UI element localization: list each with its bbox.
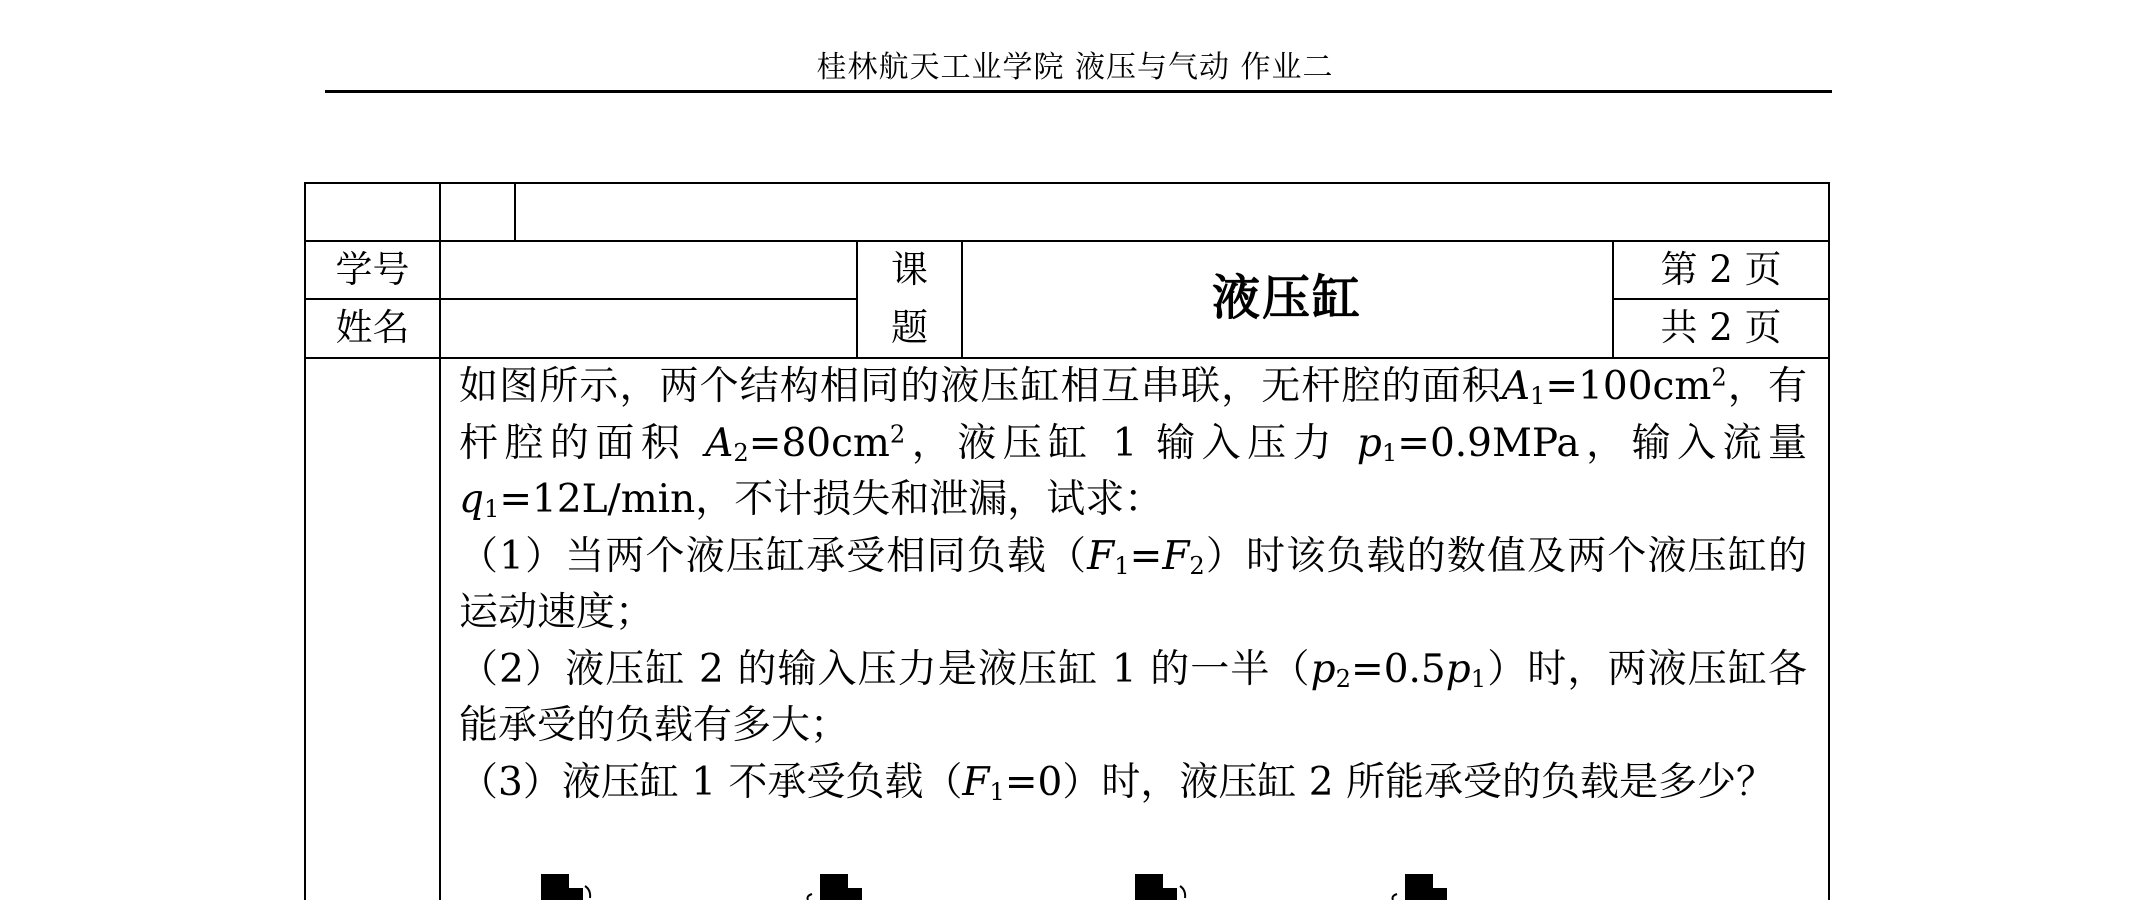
q3-text-1: （3）液压缸 1 不承受负载（ [459,759,963,805]
intro-text-7: =12L/min，不计损失和泄漏，试求： [499,477,1164,522]
cylinder-2-piston-rod [1135,874,1185,900]
page-header-title: 桂林航天工业学院 液压与气动 作业二 [816,50,1334,85]
q1-sub-2: 2 [1189,551,1205,580]
page-current: 第 2 页 [1660,248,1782,291]
q1-text-3: ）时该负载的数值及两个液压缸的运动速度； [459,533,1807,635]
question-1 [459,529,1807,642]
problem-statement [459,359,1807,811]
var-f1: F [1087,533,1115,579]
topic-label-char-1: 课 [891,248,928,291]
q1-text-2: = [1129,533,1163,579]
intro-text-2: =100cm [1545,364,1712,409]
q2-sub-1: 2 [1335,664,1352,693]
q3-text-2: =0）时，液压缸 2 所能承受的负载是多少？ [1004,759,1775,805]
var-a2: A [705,420,734,466]
topic-label-char-2: 题 [891,306,928,349]
sup-2: 2 [1711,363,1727,392]
student-id-label: 学号 [335,248,410,291]
intro-text-4: =80cm [748,420,890,466]
sub-4: 1 [483,494,500,523]
var-p1: p [1356,420,1382,466]
var-p1-b: p [1445,646,1471,692]
sup-2b: 2 [889,420,906,449]
cylinder-1-port [808,874,863,900]
cylinder-1-piston-rod [541,874,590,900]
top-small-cell-divider [514,182,516,241]
student-id-field[interactable] [441,242,856,298]
q2-text-2: =0.5 [1351,646,1446,692]
q3-sub-1: 1 [989,777,1005,806]
sub-1: 1 [1530,381,1546,410]
var-q1: q [459,477,484,522]
table-border-right [1828,182,1830,900]
q2-sub-2: 1 [1470,664,1487,693]
sub-2: 2 [733,438,749,467]
var-f1-b: F [962,759,990,805]
intro-text-5: ，液压缸 1 输入压力 [905,420,1357,466]
problem-intro [459,359,1807,529]
q1-sub-1: 1 [1114,551,1130,580]
student-name-field[interactable] [441,300,856,356]
cylinder-2-port [1393,874,1448,900]
intro-text-1: 如图所示，两个结构相同的液压缸相互串联，无杆腔的面积 [459,364,1502,409]
var-a1: A [1501,364,1531,409]
student-name-label: 姓名 [335,306,410,349]
question-3 [459,755,1807,812]
hydraulic-cylinder-diagram [440,868,1540,900]
q2-text-3: ）时，两液压缸各能承受的负载有多大； [459,646,1807,748]
header-rule [325,90,1832,93]
var-p2: p [1310,646,1336,692]
var-f2: F [1162,533,1190,579]
page-cell-divider [1613,298,1830,300]
intro-text-6: =0.9MPa，输入流量 [1397,420,1807,466]
intro-text-3: ，有杆腔的面积 [459,364,1807,466]
page-total: 共 2 页 [1660,306,1782,349]
table-border-top [304,182,1830,184]
q1-text-1: （1）当两个液压缸承受相同负载（ [459,533,1088,579]
q2-text-1: （2）液压缸 2 的输入压力是液压缸 1 的一半（ [459,646,1311,692]
question-2 [459,642,1807,755]
sub-3: 1 [1381,438,1398,467]
topic-title: 液压缸 [1211,270,1362,326]
